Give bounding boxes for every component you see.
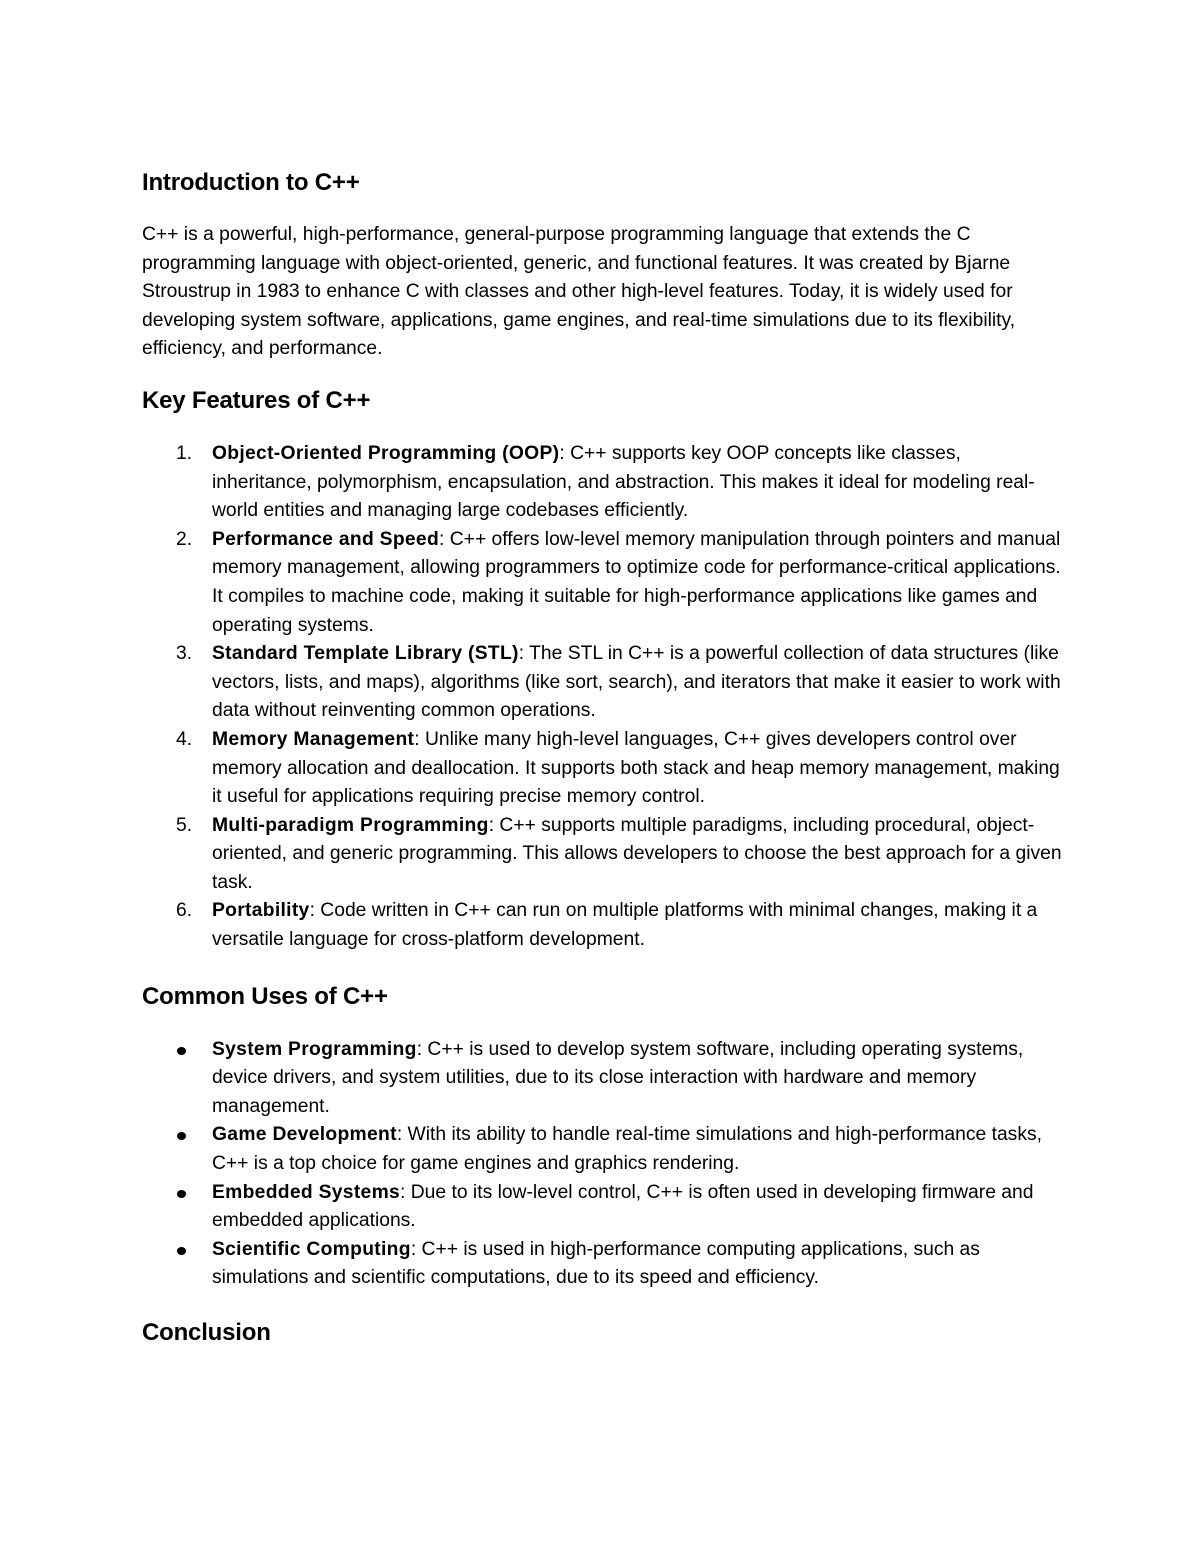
- feature-title: Multi-paradigm Programming: [212, 814, 489, 836]
- feature-text: : Code written in C++ can run on multiple platforms with minimal changes, making it a versatile language for cross-platform development.: [212, 900, 1038, 951]
- use-title: System Programming: [212, 1038, 417, 1060]
- feature-number: 1.: [176, 442, 193, 464]
- feature-number: 6.: [176, 900, 193, 922]
- feature-item: [142, 640, 1062, 726]
- bullet-icon: [177, 1247, 186, 1255]
- feature-item: [142, 897, 1062, 954]
- use-title: Embedded Systems: [212, 1181, 401, 1203]
- feature-item: [142, 726, 1062, 812]
- use-title: Game Development: [212, 1124, 397, 1146]
- feature-text: : Unlike many high-level languages, C++ gives developers control over memory allocation and deallocation. It supports both stack and heap memory management, making it useful for applications requiring precise memory control.: [212, 728, 1060, 808]
- feature-text: : C++ offers low-level memory manipulation through pointers and manual memory management, allowing programmers to optimize code for performance-critical applications. It compiles to machine code, making it suitable for high-performance applications like games and operating systems.: [212, 528, 1061, 636]
- feature-title: Memory Management: [212, 728, 415, 750]
- feature-item: [142, 812, 1062, 898]
- feature-item: [142, 526, 1062, 640]
- bullet-icon: [177, 1190, 186, 1198]
- bullet-icon: [177, 1132, 186, 1140]
- uses-list: [142, 1036, 1062, 1293]
- feature-title: Standard Template Library (STL): [212, 643, 519, 665]
- use-item: [142, 1179, 1062, 1236]
- feature-text: : C++ supports multiple paradigms, including procedural, object-oriented, and generic programming. This allows developers to choose the best approach for a given task.: [212, 814, 1062, 893]
- document-page: [142, 160, 1062, 1348]
- features-heading: Key Features of C++: [142, 386, 371, 414]
- feature-text: : C++ supports key OOP concepts like classes, inheritance, polymorphism, encapsulation, and abstraction. This makes it ideal for modeling real-world entities and managing large codebases efficiently.: [212, 442, 1035, 522]
- use-item: [142, 1236, 1062, 1293]
- use-text: : Due to its low-level control, C++ is often used in developing firmware and embedded applications.: [212, 1181, 1034, 1232]
- feature-number: 5.: [176, 814, 193, 836]
- use-item: [142, 1036, 1062, 1122]
- feature-title: Performance and Speed: [212, 528, 440, 550]
- feature-number: 3.: [176, 643, 193, 665]
- feature-item: [142, 440, 1062, 526]
- feature-title: Object-Oriented Programming (OOP): [212, 442, 560, 464]
- intro-heading: Introduction to C++: [142, 169, 360, 196]
- feature-title: Portability: [212, 900, 310, 922]
- feature-number: 4.: [176, 728, 193, 750]
- bullet-icon: [177, 1047, 186, 1055]
- use-text: : C++ is used to develop system software, including operating systems, device drivers, and system utilities, due to its close interaction with hardware and memory management.: [212, 1038, 1024, 1117]
- feature-number: 2.: [176, 528, 193, 550]
- features-list: [142, 440, 1062, 955]
- use-text: : C++ is used in high-performance computing applications, such as simulations and scientific computations, due to its speed and efficiency.: [212, 1238, 980, 1289]
- use-text: : With its ability to handle real-time simulations and high-performance tasks, C++ is a top choice for game engines and graphics rendering.: [212, 1124, 1042, 1175]
- uses-heading: Common Uses of C++: [142, 982, 388, 1010]
- conclusion-heading: Conclusion: [142, 1319, 271, 1346]
- feature-text: : The STL in C++ is a powerful collection of data structures (like vectors, lists, and maps), algorithms (like sort, search), and iterators that make it easier to work with data without reinventing common operations.: [212, 643, 1061, 722]
- use-item: [142, 1121, 1062, 1178]
- intro-paragraph: C++ is a powerful, high-performance, general-purpose programming language that extends the C programming language with object-oriented, generic, and functional features. It was created by Bjarne Stroustrup in 1983 to enhance C with classes and other high-level features. Today, it is widely used for developing system software, applications, game engines, and real-time simulations due to its flexibility, efficiency, and performance.: [142, 224, 1016, 360]
- use-title: Scientific Computing: [212, 1238, 411, 1260]
